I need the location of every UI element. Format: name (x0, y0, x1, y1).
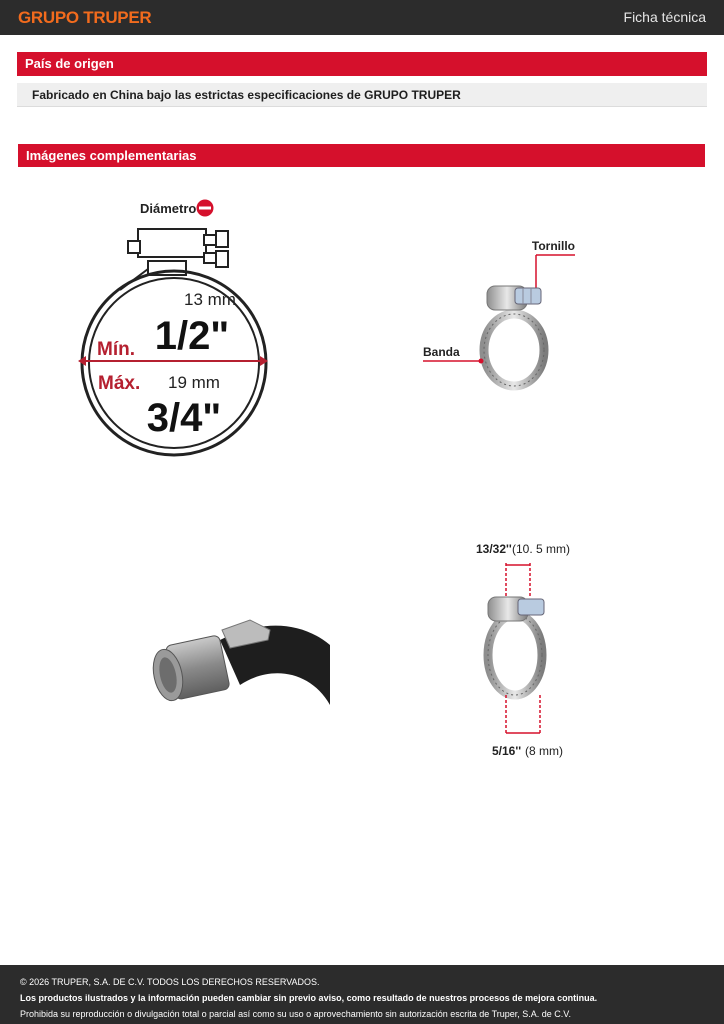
screw-label: Tornillo (531, 239, 575, 253)
footer-copyright: © 2026 TRUPER, S.A. DE C.V. TODOS LOS DERECHOS RESERVADOS. (20, 977, 320, 987)
origin-section-title: País de origen (17, 52, 707, 76)
footer-notice: Los productos ilustrados y la información pueden cambiar sin previo aviso, como resultado de nuestros procesos de mejora continua. (20, 993, 598, 1003)
max-label: Máx. (98, 373, 141, 394)
min-mm: 13 mm (184, 290, 236, 309)
footer (0, 965, 724, 1024)
max-mm: 19 mm (168, 373, 220, 392)
images-section-title: Imágenes complementarias (18, 144, 705, 167)
origin-text: Fabricado en China bajo las estrictas especificaciones de GRUPO TRUPER (17, 83, 707, 107)
hose-clamp-image (488, 597, 544, 695)
top-mm: (10. 5 mm) (512, 542, 571, 556)
parts-diagram (415, 230, 585, 395)
hose-fitting-image (150, 600, 332, 710)
bottom-fraction: 5/16'' (492, 744, 522, 758)
bottom-mm: (8 mm) (525, 744, 563, 758)
max-inches: 3/4" (146, 396, 222, 440)
hose-clamp-image (484, 286, 544, 386)
min-inches: 1/2" (154, 314, 230, 358)
brand-logo: GRUPO TRUPER (18, 8, 152, 27)
top-bar (0, 0, 724, 35)
band-label: Banda (423, 345, 460, 359)
diameter-icon (197, 200, 214, 217)
diameter-label: Diámetro (140, 201, 197, 216)
footer-prohibition: Prohibida su reproducción o divulgación total o parcial así como su uso o aprovechamiento sin autorización escrita de Truper, S.A. de C.V. (20, 1009, 571, 1019)
min-label: Mín. (97, 339, 135, 360)
top-fraction: 13/32'' (476, 542, 512, 556)
diameter-diagram (70, 195, 285, 470)
dimensions-diagram (460, 535, 590, 767)
document-type: Ficha técnica (623, 9, 706, 25)
